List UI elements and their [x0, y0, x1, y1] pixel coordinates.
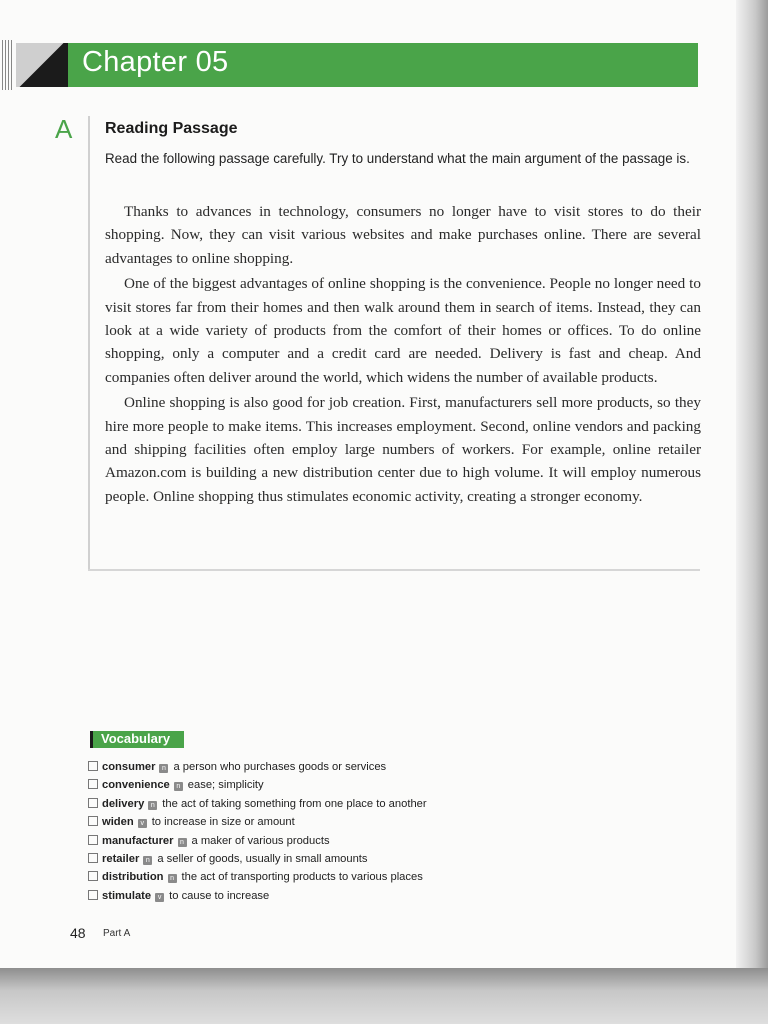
reading-passage [105, 200, 701, 510]
vocabulary-item [88, 758, 427, 776]
part-of-speech-badge: n [148, 801, 157, 810]
vocabulary-label: Vocabulary [101, 731, 171, 746]
checkbox[interactable] [88, 761, 98, 771]
vocabulary-item [88, 795, 427, 813]
vocab-term: widen [102, 816, 134, 829]
vocab-definition: a maker of various products [191, 834, 330, 847]
vocab-term: distribution [102, 871, 164, 884]
section-heading: Reading Passage [105, 120, 238, 137]
vocab-definition: to cause to increase [169, 889, 270, 902]
vocab-term: consumer [102, 761, 156, 773]
vocab-definition: to increase in size or amount [151, 816, 295, 829]
vocabulary-list [88, 758, 427, 905]
chapter-corner-triangle [16, 43, 68, 87]
passage-paragraph: One of the biggest advantages of online shopping is the convenience. People no longer need to visit stores far from their homes and then walk around them in search of items. Instead, they can look at a wide variety of products from the comfort of their homes or offices. To do online shopping, only a computer and a credit card are needed. Delivery is fast and cheap. And companies often deliver around the world, which widens the number of available products. [105, 275, 701, 386]
vocab-definition: the act of transporting products to various places [181, 871, 423, 884]
checkbox[interactable] [88, 779, 98, 789]
page-part-label: Part A [103, 928, 131, 939]
part-of-speech-badge: n [168, 874, 177, 883]
passage-paragraph: Online shopping is also good for job creation. First, manufacturers sell more products, so they hire more people to make items. This increases employment. Second, online vendors and packing and shipping facilities often employ large numbers of workers. For example, online retailer Amazon.com is building a new distribution center due to high volume. It will employ numerous people. Online shopping thus stimulates economic activity, creating a stronger economy. [105, 394, 701, 505]
section-divider-horizontal [88, 569, 700, 571]
vocabulary-item [88, 832, 427, 850]
checkbox[interactable] [88, 853, 98, 863]
checkbox[interactable] [88, 798, 98, 808]
checkbox[interactable] [88, 835, 98, 845]
checkbox[interactable] [88, 816, 98, 826]
section-instructions: Read the following passage carefully. Try to understand what the main argument of the passage is. [105, 151, 690, 166]
vocab-term: delivery [102, 797, 145, 810]
vocab-definition: a seller of goods, usually in small amounts [157, 852, 368, 865]
vocabulary-item [88, 850, 427, 868]
part-of-speech-badge: v [138, 819, 147, 828]
vocab-term: convenience [102, 779, 170, 792]
page-edge-shadow [736, 0, 768, 968]
vocab-definition: the act of taking something from one place to another [162, 797, 427, 810]
vocabulary-label-tag [90, 731, 184, 748]
part-of-speech-badge: n [178, 838, 187, 847]
section-divider-vertical [88, 116, 90, 571]
checkbox[interactable] [88, 890, 98, 900]
vocab-definition: a person who purchases goods or services [173, 761, 387, 773]
section-letter: A [55, 114, 73, 144]
vocab-definition: ease; simplicity [187, 779, 264, 792]
part-of-speech-badge: n [143, 856, 152, 865]
binding-marks [2, 40, 14, 90]
vocabulary-item [88, 887, 427, 905]
vocab-term: stimulate [102, 889, 152, 902]
vocab-term: retailer [102, 852, 140, 865]
vocabulary-item [88, 813, 427, 831]
vocabulary-item [88, 868, 427, 886]
vocab-term: manufacturer [102, 834, 174, 847]
part-of-speech-badge: n [174, 782, 183, 791]
checkbox[interactable] [88, 871, 98, 881]
passage-paragraph: Thanks to advances in technology, consumers no longer have to visit stores to do their shopping. Now, they can visit various websites and make purchases online. There are several advantages to online shopping. [105, 203, 701, 267]
chapter-title: Chapter 05 [82, 46, 229, 78]
page-number: 48 [70, 925, 86, 941]
scanner-bottom-edge [0, 968, 768, 1024]
vocabulary-item [88, 776, 427, 794]
part-of-speech-badge: v [155, 893, 164, 902]
part-of-speech-badge: n [159, 764, 168, 773]
chapter-banner [68, 43, 698, 87]
